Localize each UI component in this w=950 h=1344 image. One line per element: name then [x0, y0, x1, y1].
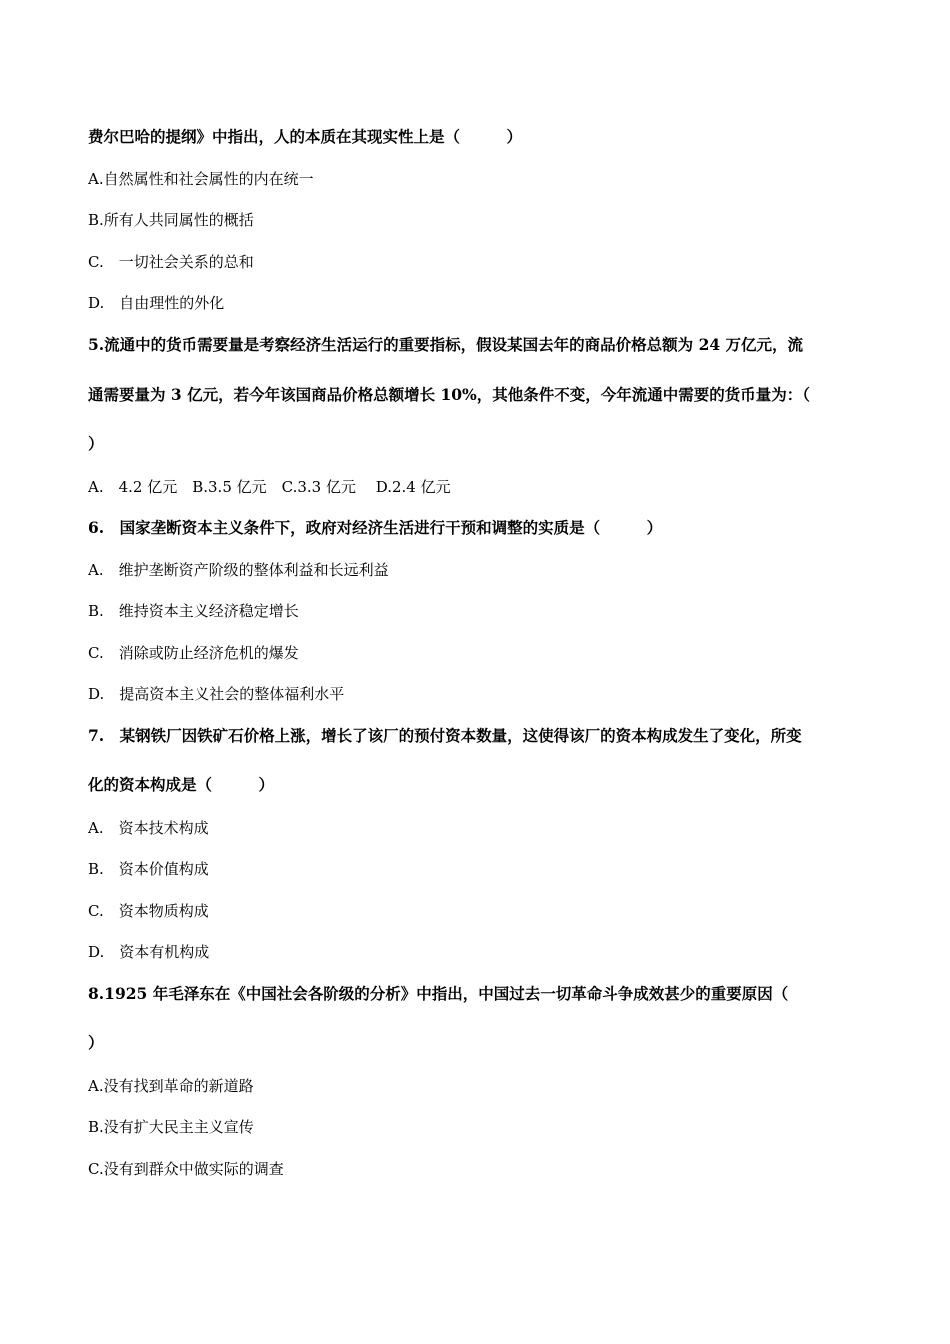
question-5-line-1: 5.流通中的货币需要量是考察经济生活运行的重要指标，假设某国去年的商品价格总额为 24 万亿元，流 [88, 335, 804, 354]
option-a: A. 维护垄断资产阶级的整体利益和长远利益 [88, 561, 389, 579]
question-4-stem-end: 费尔巴哈的提纲》中指出，人的本质在其现实性上是（ ） [88, 127, 523, 146]
question-8-line-1: 8.1925 年毛泽东在《中国社会各阶级的分析》中指出，中国过去一切革命斗争成效甚少的重要原因（ [88, 984, 789, 1003]
option-b: B.所有人共同属性的概括 [88, 211, 254, 229]
option-b: B.没有扩大民主主义宣传 [88, 1118, 254, 1136]
option-a: A.没有找到革命的新道路 [88, 1077, 254, 1095]
option-c: C.没有到群众中做实际的调查 [88, 1160, 284, 1178]
question-5-options: A. 4.2 亿元 B.3.5 亿元 C.3.3 亿元 D.2.4 亿元 [88, 478, 451, 496]
question-5-line-3: ） [88, 434, 104, 453]
option-b: B. 维持资本主义经济稳定增长 [88, 602, 299, 620]
question-5-line-2: 通需要量为 3 亿元，若今年该国商品价格总额增长 10%，其他条件不变，今年流通中需要的货币量为：（ [88, 385, 811, 404]
option-d: D. 提高资本主义社会的整体福利水平 [88, 685, 345, 703]
option-d: D. 自由理性的外化 [88, 294, 225, 312]
question-6-stem: 6. 国家垄断资本主义条件下，政府对经济生活进行干预和调整的实质是（ ） [88, 518, 663, 537]
question-7-line-2: 化的资本构成是（ ） [88, 775, 275, 794]
option-c: C. 一切社会关系的总和 [88, 253, 254, 271]
option-c: C. 资本物质构成 [88, 902, 209, 920]
option-b: B. 资本价值构成 [88, 860, 209, 878]
question-7-line-1: 7. 某钢铁厂因铁矿石价格上涨，增长了该厂的预付资本数量，这使得该厂的资本构成发生了变化，所变 [88, 726, 802, 745]
option-c: C. 消除或防止经济危机的爆发 [88, 644, 299, 662]
option-a: A. 资本技术构成 [88, 819, 209, 837]
option-d: D. 资本有机构成 [88, 943, 210, 961]
option-a: A.自然属性和社会属性的内在统一 [88, 170, 314, 188]
question-8-line-2: ） [88, 1033, 104, 1052]
